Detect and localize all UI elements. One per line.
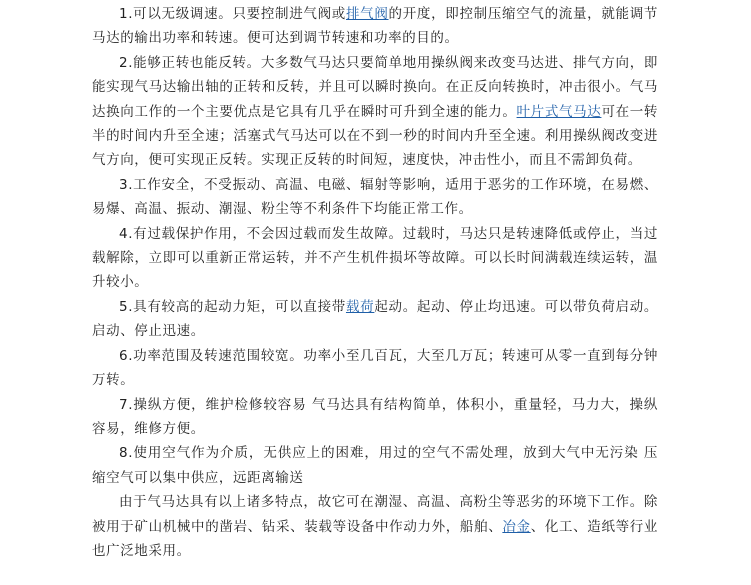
paragraph-text: 可在一转半的时间内升至全速；活塞式气马达可以在不到一秒的时间内升至全速。利用操纵阀改变进气方向，便可实现正反转。实现正反转的时间短，速度快，冲击性小，而且不需卸负荷。 bbox=[92, 103, 658, 169]
paragraph-text: 2.能够正转也能反转。大多数气马达只要简单地用操纵阀来改变马达进、排气方向，即能实现气马达输出轴的正转和反转，并且可以瞬时换向。在正反向转换时，冲击很小。气马达换向工作的一个主要优点是它具有几乎在瞬时可升到全速的能力。 bbox=[92, 54, 658, 120]
paragraph-text: 3.工作安全，不受振动、高温、电磁、辐射等影响，适用于恶劣的工作环境，在易燃、易爆、高温、振动、潮湿、粉尘等不利条件下均能正常工作。 bbox=[92, 176, 658, 218]
paragraph-text: 由于气马达具有以上诸多特点，故它可在潮湿、高温、高粉尘等恶劣的环境下工作。除被用于矿山机械中的凿岩、钻采、装载等设备中作动力外，船舶、 bbox=[92, 494, 658, 535]
paragraph-point-4 bbox=[92, 222, 658, 295]
link-load[interactable]: 载荷 bbox=[345, 298, 375, 315]
paragraph-text: 起动。起动、停止均迅速。可以带负荷启动。启动、停止迅速。 bbox=[92, 298, 658, 340]
paragraph-point-1 bbox=[92, 2, 658, 51]
paragraph-text: 的开度，即控制压缩空气的流量，就能调节马达的输出功率和转速。便可达到调节转速和功率的目的。 bbox=[92, 6, 658, 47]
paragraph-text: 1.可以无级调速。只要控制进气阀或 bbox=[119, 6, 346, 22]
paragraph-summary bbox=[92, 490, 658, 563]
link-exhaust-valve[interactable]: 排气阀 bbox=[345, 6, 389, 22]
paragraph-text: 6.功率范围及转速范围较宽。功率小至几百瓦，大至几万瓦；转速可从零一直到每分钟万转。 bbox=[92, 347, 658, 389]
paragraph-point-3 bbox=[92, 173, 658, 222]
paragraph-text: 、化工、造纸等行业也广泛地采用。 bbox=[92, 518, 658, 559]
paragraph-point-2 bbox=[92, 51, 658, 173]
paragraph-point-7 bbox=[92, 393, 658, 442]
paragraph-text: 5.具有较高的起动力矩，可以直接带 bbox=[119, 298, 346, 315]
paragraph-text: 4.有过载保护作用，不会因过载而发生故障。过载时，马达只是转速降低或停止，当过载解除，立即可以重新正常运转，并不产生机件损坏等故障。可以长时间满载连续运转，温升较小。 bbox=[92, 225, 658, 291]
link-vane-air-motor[interactable]: 叶片式气马达 bbox=[516, 103, 602, 120]
link-metallurgy[interactable]: 冶金 bbox=[502, 518, 531, 535]
paragraph-point-6 bbox=[92, 344, 658, 393]
paragraph-point-8 bbox=[92, 441, 658, 490]
paragraph-point-5 bbox=[92, 295, 658, 344]
paragraph-text: 8.使用空气作为介质，无供应上的困难，用过的空气不需处理，放到大气中无污染 压缩空气可以集中供应，远距离输送 bbox=[92, 445, 658, 486]
article-body bbox=[92, 0, 658, 563]
paragraph-text: 7.操纵方便，维护检修较容易 气马达具有结构简单，体积小，重量轻，马力大，操纵容易，维修方便。 bbox=[92, 396, 658, 437]
